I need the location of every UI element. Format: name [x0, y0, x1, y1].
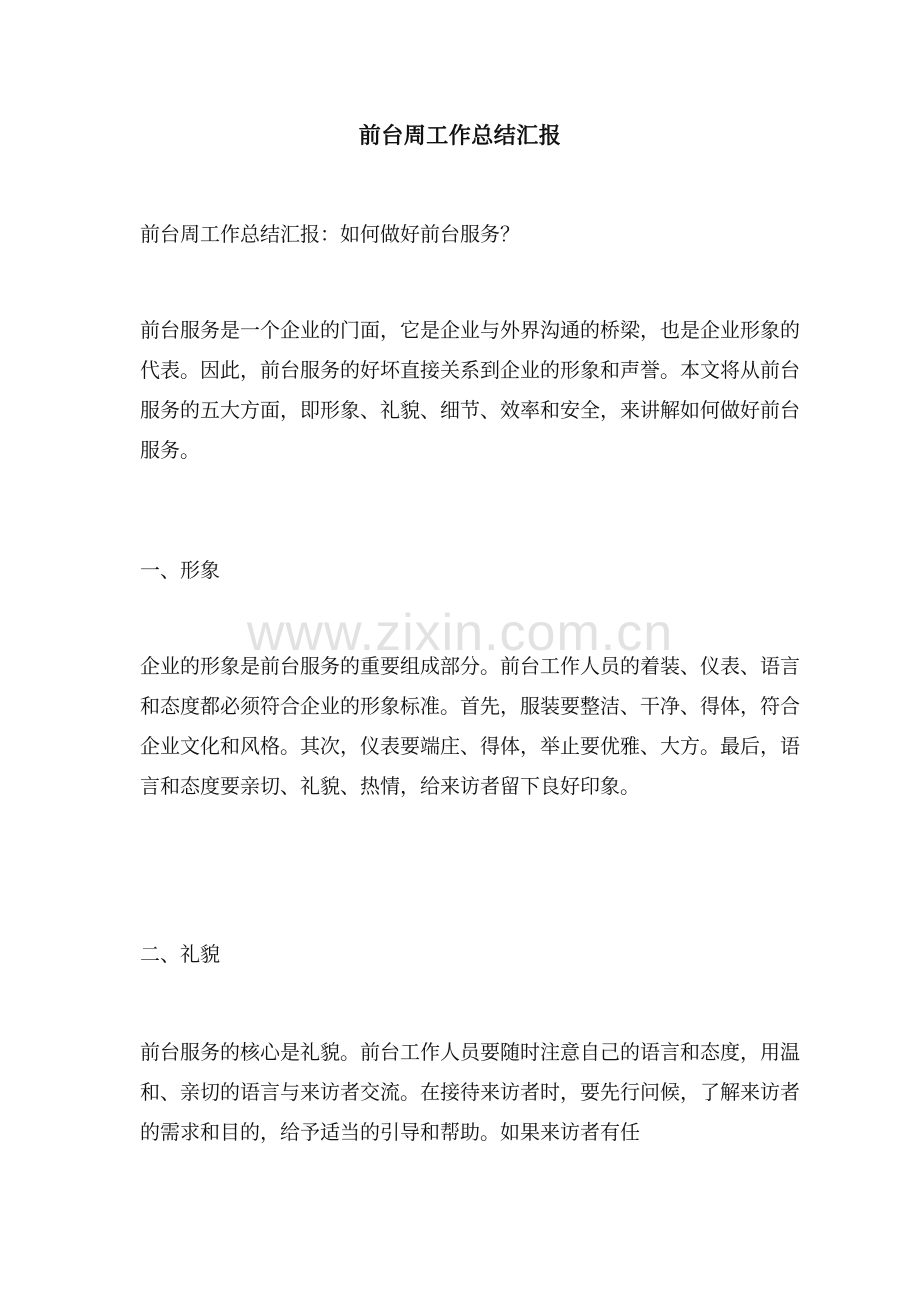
paragraph-intro: 前台服务是一个企业的门面，它是企业与外界沟通的桥梁，也是企业形象的代表。因此，前台服务的好坏直接关系到企业的形象和声誉。本文将从前台服务的五大方面，即形象、礼貌、细节、效率和安全，来讲解如何做好前台服务。	[140, 318, 800, 462]
watermark: www.zixin.com.cn	[246, 604, 674, 662]
paragraph-courtesy: 前台服务的核心是礼貌。前台工作人员要随时注意自己的语言和态度，用温和、亲切的语言与来访者交流。在接待来访者时，要先行问候，了解来访者的需求和目的，给予适当的引导和帮助。如果来访者有任	[140, 1040, 800, 1144]
paragraph-image: 企业的形象是前台服务的重要组成部分。前台工作人员的着装、仪表、语言和态度都必须符合企业的形象标准。首先，服装要整洁、干净、得体，符合企业文化和风格。其次，仪表要端庄、得体，举止要优雅、大方。最后，语言和态度要亲切、礼貌、热情，给来访者留下良好印象。	[140, 654, 800, 798]
document-title: 前台周工作总结汇报	[358, 123, 562, 149]
section-heading-image: 一、形象	[140, 558, 220, 582]
document-subtitle: 前台周工作总结汇报：如何做好前台服务？	[140, 222, 520, 246]
section-heading-courtesy: 二、礼貌	[140, 942, 220, 966]
